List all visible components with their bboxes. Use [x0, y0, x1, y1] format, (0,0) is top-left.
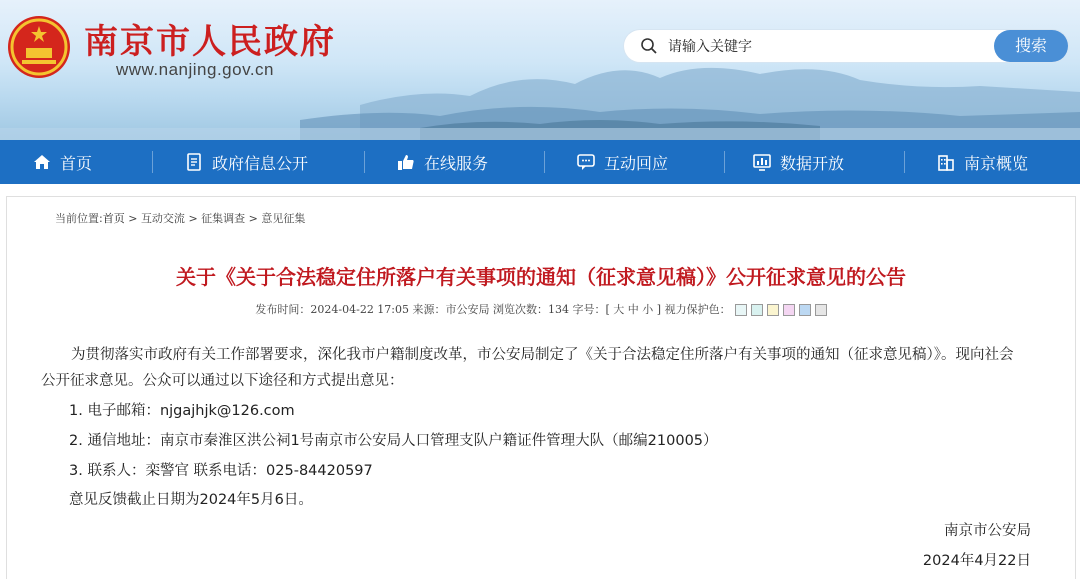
eye-care-swatch[interactable]: [751, 304, 763, 316]
list-item-email: 1. 电子邮箱：njgajhjk@126.com: [69, 403, 295, 419]
publish-date: 2024年4月22日: [922, 553, 1031, 569]
search-input[interactable]: [666, 34, 970, 60]
document-icon: [184, 152, 204, 172]
site-title: 南京市人民政府: [84, 22, 336, 62]
nav-item-label: 互动回应: [604, 153, 669, 173]
breadcrumb-separator: >: [188, 212, 198, 225]
site-header: [0, 0, 1080, 140]
list-item-contact: 3. 联系人：栾警官 联系电话：025-84420597: [69, 463, 373, 479]
nav-divider: [724, 151, 725, 173]
eye-care-label: 视力保护色：: [664, 303, 731, 316]
article-meta: [7, 301, 1075, 317]
publish-time: 2024-04-22 17:05: [310, 303, 410, 316]
main-nav: [0, 140, 1080, 184]
nav-item-nanjing-overview[interactable]: [936, 140, 1028, 184]
views-label: 浏览次数：: [493, 303, 549, 316]
site-url: www.nanjing.gov.cn: [116, 60, 274, 79]
signature: 南京市公安局: [944, 523, 1031, 539]
eye-care-swatch[interactable]: [735, 304, 747, 316]
building-icon: [936, 152, 956, 172]
chat-icon: [576, 152, 596, 172]
deadline-text: 意见反馈截止日期为2024年5月6日。: [69, 492, 313, 508]
nav-item-gov-info[interactable]: [184, 140, 308, 184]
article-panel: [6, 196, 1076, 579]
nav-item-open-data[interactable]: [752, 140, 844, 184]
article-title: 关于《关于合法稳定住所落户有关事项的通知（征求意见稿）》公开征求意见的公告: [176, 265, 906, 289]
publish-label: 发布时间：: [255, 303, 311, 316]
breadcrumb-separator: >: [248, 212, 258, 225]
list-item-address: 2. 通信地址：南京市秦淮区洪公祠1号南京市公安局人口管理支队户籍证件管理大队（邮编210005）: [69, 433, 718, 449]
eye-care-swatch[interactable]: [783, 304, 795, 316]
breadcrumb-item-interaction[interactable]: 互动交流: [140, 212, 185, 225]
source-label: 来源：: [412, 303, 446, 316]
breadcrumb-item-survey[interactable]: 征集调查: [201, 212, 246, 225]
nav-item-online-service[interactable]: [396, 140, 488, 184]
font-size-control[interactable]: 字号：[ 大 中 小 ]: [572, 303, 662, 316]
nav-item-label: 南京概览: [964, 153, 1029, 173]
views-count: 134: [548, 303, 570, 316]
breadcrumb: [55, 210, 305, 226]
nav-divider: [544, 151, 545, 173]
breadcrumb-item-opinion[interactable]: 意见征集: [261, 212, 306, 225]
nav-item-label: 在线服务: [424, 153, 489, 173]
eye-care-swatch[interactable]: [815, 304, 827, 316]
nav-item-interaction[interactable]: [576, 140, 668, 184]
chart-icon: [752, 152, 772, 172]
nav-divider: [904, 151, 905, 173]
eye-care-swatch[interactable]: [767, 304, 779, 316]
nav-item-label: 首页: [60, 153, 93, 173]
nav-divider: [364, 151, 365, 173]
breadcrumb-item-home[interactable]: 首页: [102, 212, 125, 225]
thumbs-up-icon: [396, 152, 416, 172]
eye-care-swatch[interactable]: [799, 304, 811, 316]
nav-item-label: 政府信息公开: [212, 153, 309, 173]
breadcrumb-prefix: 当前位置:: [55, 212, 103, 225]
nav-item-label: 数据开放: [780, 153, 845, 173]
paragraph-line: 公开征求意见。公众可以通过以下途径和方式提出意见：: [41, 373, 404, 389]
home-icon: [32, 152, 52, 172]
search-button[interactable]: 搜索: [994, 30, 1068, 62]
breadcrumb-separator: >: [128, 212, 138, 225]
nav-divider: [152, 151, 153, 173]
source-value: 市公安局: [445, 303, 490, 316]
nav-item-home[interactable]: [32, 140, 92, 184]
search-icon: [640, 37, 658, 55]
national-emblem-logo: [6, 14, 72, 80]
paragraph-line: 为贯彻落实市政府有关工作部署要求，深化我市户籍制度改革，市公安局制定了《关于合法稳定住所落户有关事项的通知（征求意见稿）》。现向社会: [71, 347, 1014, 363]
